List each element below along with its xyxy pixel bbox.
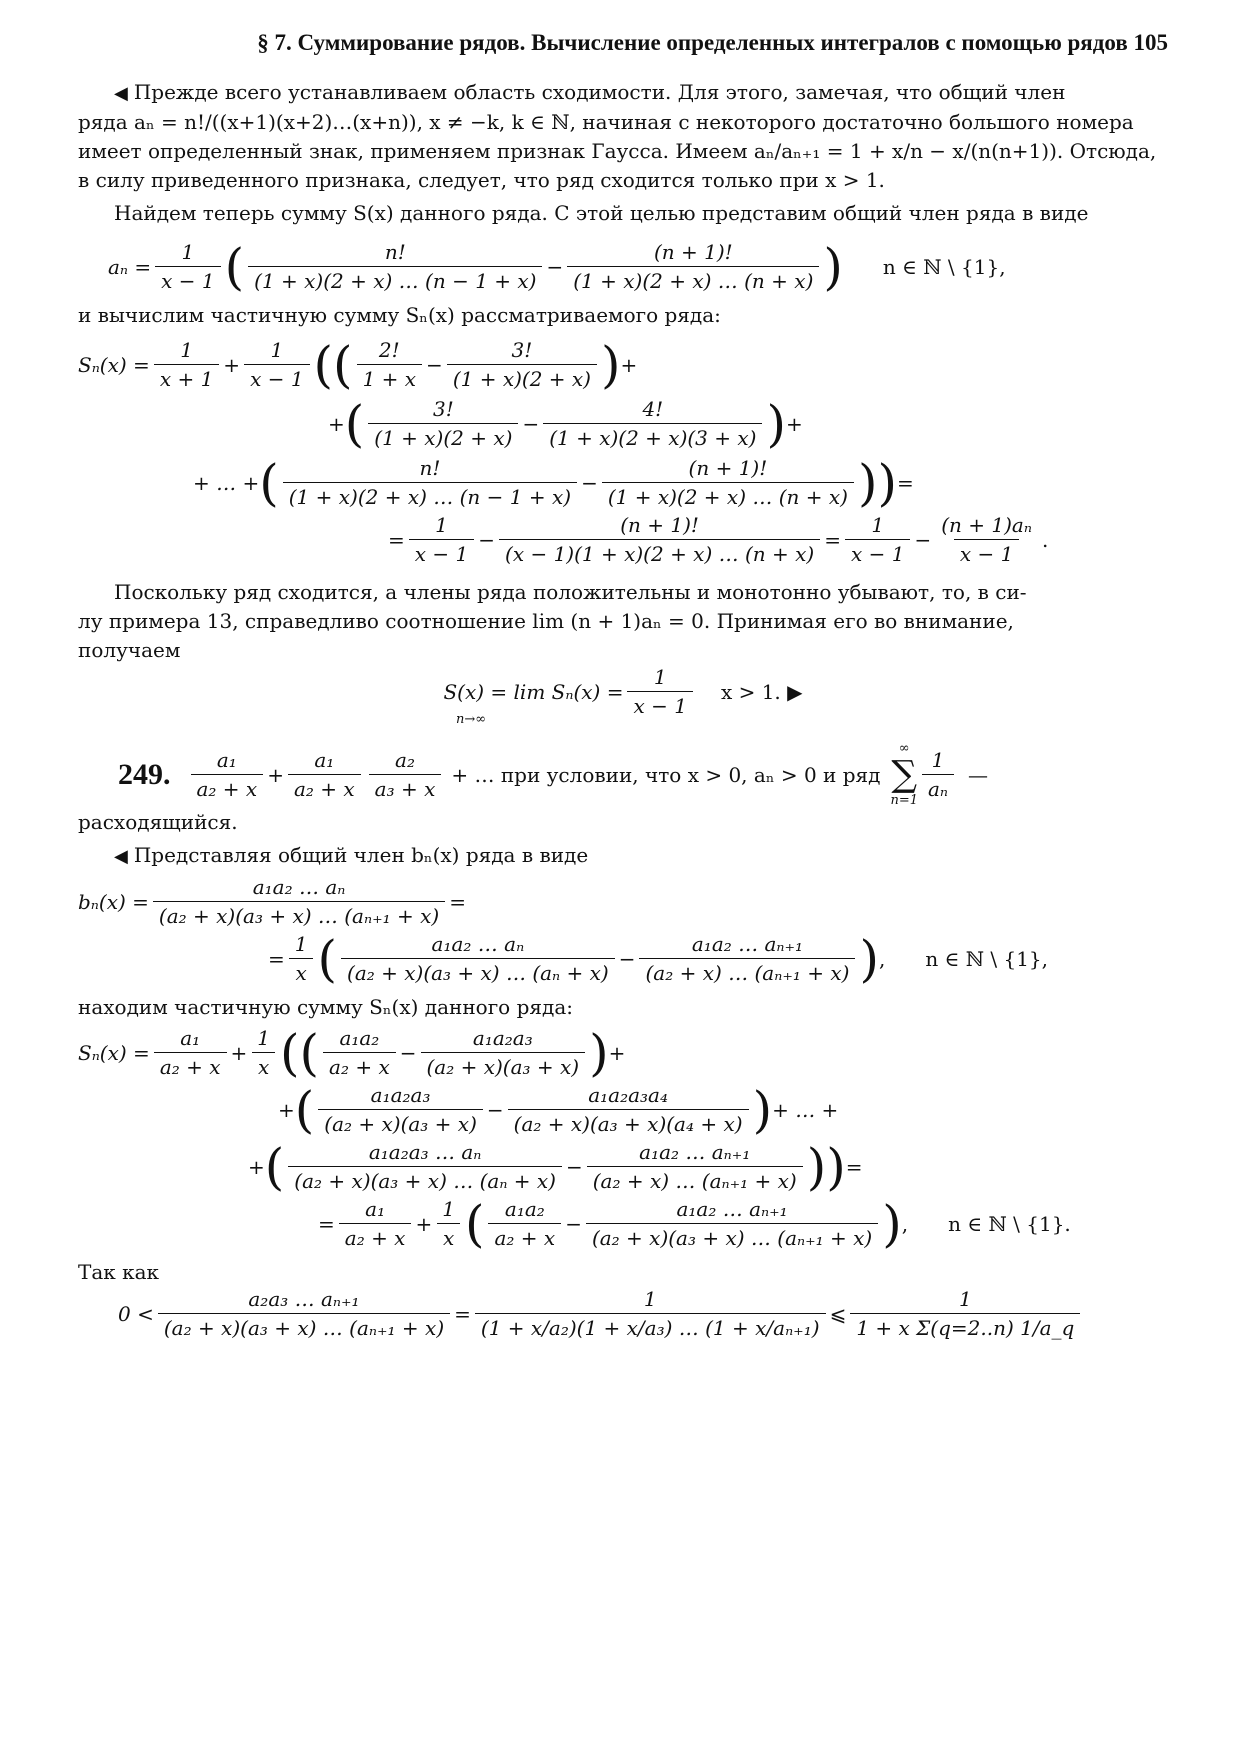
paragraph-sum-intro: Найдем теперь сумму S(x) данного ряда. С этой целью представим общий член ряда в виде (114, 201, 1089, 225)
para1-line3: имеет определенный знак, применяем признак Гаусса. Имеем aₙ/aₙ₊₁ = 1 + x/n − x/(n(n+1)). Отсюда, (78, 139, 1157, 163)
para4-line1: Поскольку ряд сходится, а члены ряда положительны и монотонно убывают, то, в си- (114, 580, 1027, 604)
para1-line1: Прежде всего устанавливаем область сходимости. Для этого, замечая, что общий член (133, 80, 1066, 104)
para1-line2: ряда aₙ = n!/((x+1)(x+2)…(x+n)), x ≠ −k, k ∈ ℕ, начиная с некоторого достаточно большого номера (78, 110, 1134, 134)
paragraph-convergence (78, 78, 1168, 195)
equation-inequality: 0 < $\frac{\text{a₂a₃ … aₙ₊₁}}{\text{(a₂ + x)(a₃ + x) … (aₙ₊₁ + x)}}$ = $\frac{1}{\text{(1 + x/a₂)(1 + x/a₃) … (1 + x/aₙ₊₁)}}$ ⩽ $\frac{1}{\text{1 + x Σ(q=2..n) 1/a\_q}}$ (78, 1287, 1168, 1340)
paragraph-since: Так как (78, 1260, 160, 1285)
paragraph-partial-sum-2: находим частичную сумму Sₙ(x) данного ряда: (78, 995, 573, 1020)
para1-line4: в силу приведенного признака, следует, что ряд сходится только при x > 1. (78, 168, 885, 192)
paragraph-partial-sum: и вычислим частичную сумму Sₙ(x) рассматриваемого ряда: (78, 303, 721, 327)
paragraph-limit (78, 578, 1168, 665)
equation-an-tag: n ∈ ℕ \ {1}, (882, 254, 1006, 279)
left-triangle-icon: ◀ (114, 846, 128, 868)
para4-line2: лу примера 13, справедливо соотношение lim (n + 1)aₙ = 0. Принимая его во внимание, (78, 609, 1014, 633)
equation-an: aₙ = $\frac{1}{x - 1}$ ( $\frac{n!}{(1 + x)(2 + x) \dots (n - 1 + x)}$ − $\frac{(n + 1)!}{(1 + x)(2 + x) \dots (n + x)}$ ) n ∈ ℕ \ {1}, (108, 237, 1006, 296)
equation-sum-result: S(x) = lim Sₙ(x) = $\frac{1}{x - 1}$ x > 1. ▶ (443, 665, 803, 718)
problem-249-end: расходящийся. (78, 810, 238, 835)
equation-partial-sum: Sₙ(x) = $\frac{1}{x + 1}$ + $\frac{1}{x - 1}$ (( $\frac{2!}{1 + x}$ − $\frac{3!}{(1 + x)(2 + x)}$ ) + + ( $\frac{3!}{(1 + x)(2 + x)}$ − $\frac{4!}{(1 + x)(2 + x)(3 + x)}$ ) + + … + ( $\frac{n!}{(1 + x)(2 + x) \dots (n - 1 + x)}$ − $\frac{(n + 1)!}{(1 + x)(2 + x) \dots (n + x)}$ )) = = $\frac{1}{x - 1}$ − $\frac{(n + 1)!}{(x - 1)(1 + x)(2 + x) \dots (n + x)}$ = $\frac{1}{x - 1}$ − $\frac{\text{(n + 1)aₙ}}{x - 1}$ . (78, 335, 1049, 566)
para4-line3: получаем (78, 638, 181, 662)
problem-249: 249. $\frac{\text{a₁}}{\text{a₂ + x}}$ + $\frac{\text{a₁}}{\text{a₂ + x}}$ $\frac{\text{a₂}}{\text{a₃ + x}}$ + … при условии, что x > 0, aₙ > 0 и ряд ∞ ∑ n=1 $\frac{1}{\text{aₙ}}$ — (118, 741, 989, 808)
paragraph-bn: ◀ Представляя общий член bₙ(x) ряда в виде (114, 843, 589, 868)
limit-subscript: n→∞ (456, 712, 487, 727)
left-triangle-icon: ◀ (114, 83, 128, 104)
problem-number: 249. (118, 757, 171, 791)
document-page (78, 30, 1168, 1340)
equation-partial-sum-2: Sₙ(x) = $\frac{\text{a₁}}{\text{a₂ + x}}$ + $\frac{1}{x}$ (( $\frac{\text{a₁a₂}}{\text{a₂ + x}}$ − $\frac{\text{a₁a₂a₃}}{\text{(a₂ + x)(a₃ + x)}}$ ) + + ( $\frac{\text{a₁a₂a₃}}{\text{(a₂ + x)(a₃ + x)}}$ − $\frac{\text{a₁a₂a₃a₄}}{\text{(a₂ + x)(a₃ + x)(a₄ + x)}}$ ) + … + + ( $\frac{\text{a₁a₂a₃ … aₙ}}{\text{(a₂ + x)(a₃ + x) … (aₙ + x)}}$ − $\frac{\text{a₁a₂ … aₙ₊₁}}{\text{(a₂ + x) … (aₙ₊₁ + x)}}$ )) = = $\frac{\text{a₁}}{\text{a₂ + x}}$ + $\frac{1}{x}$ ( $\frac{\text{a₁a₂}}{\text{a₂ + x}}$ − $\frac{\text{a₁a₂ … aₙ₊₁}}{\text{(a₂ + x)(a₃ + x) … (aₙ₊₁ + x)}}$ ) , n ∈ ℕ \ {1}. (78, 1023, 1071, 1253)
page-header: § 7. Суммирование рядов. Вычисление определенных интегралов с помощью рядов 105 (257, 30, 1168, 55)
equation-bn: bₙ(x) = $\frac{\text{a₁a₂ … aₙ}}{\text{(a₂ + x)(a₃ + x) … (aₙ₊₁ + x)}}$ = = $\frac{1}{x}$ ( $\frac{\text{a₁a₂ … aₙ}}{\text{(a₂ + x)(a₃ + x) … (aₙ + x)}}$ − $\frac{\text{a₁a₂ … aₙ₊₁}}{\text{(a₂ + x) … (aₙ₊₁ + x)}}$ ) , n ∈ ℕ \ {1}, (78, 875, 1049, 988)
